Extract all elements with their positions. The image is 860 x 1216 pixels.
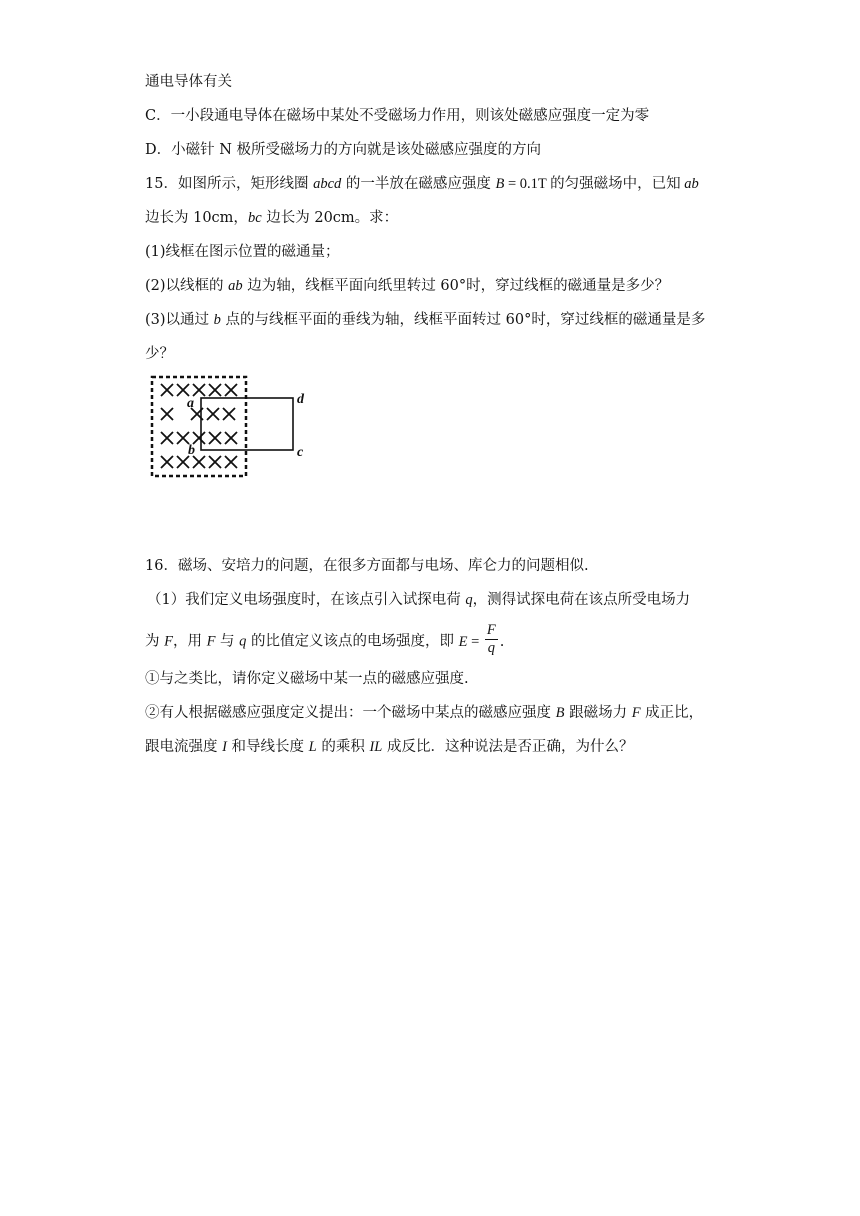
field-crosses <box>161 384 237 468</box>
line-continuation: 通电导体有关 <box>145 74 232 90</box>
field-cross <box>209 384 221 396</box>
option-c: C．一小段通电导体在磁场中某处不受磁场力作用，则该处磁感应强度一定为零 <box>145 108 650 124</box>
label-b: b <box>188 443 195 458</box>
question-16-intro: 16．磁场、安培力的问题，在很多方面都与电场、库仑力的问题相似. <box>145 558 589 574</box>
question-15-part-3: (3)以通过 b 点的与线框平面的垂线为轴，线框平面转过 60°时，穿过线框的磁通量是多 <box>145 312 706 328</box>
question-16-part-1: （1）我们定义电场强度时，在该点引入试探电荷 q，测得试探电荷在该点所受电场力 <box>147 592 691 608</box>
field-cross <box>161 384 173 396</box>
field-cross <box>161 432 173 444</box>
field-cross <box>209 432 221 444</box>
field-cross <box>225 384 237 396</box>
label-d: d <box>297 392 304 407</box>
field-cross <box>225 432 237 444</box>
question-16-part-1-cont: 为 F，用 F 与 q 的比值定义该点的电场强度，即 E = $\frac{F}{q}$ . <box>145 622 505 656</box>
field-cross <box>161 456 173 468</box>
field-cross <box>177 384 189 396</box>
question-15-part-1: (1)线框在图示位置的磁通量； <box>145 244 340 260</box>
field-cross <box>225 456 237 468</box>
question-16-sub-2: ②有人根据磁感应强度定义提出：一个磁场中某点的磁感应强度 B 跟磁场力 F 成正比， <box>145 705 704 721</box>
question-15-stem: 15．如图所示，矩形线圈 abcd 的一半放在磁感应强度 B = 0.1T 的匀强磁场中，已知 ab <box>145 176 699 192</box>
electric-field-formula: E = $\frac{F}{q}$ . <box>458 622 505 656</box>
magnetic-field-figure <box>145 370 315 480</box>
field-cross <box>209 456 221 468</box>
fraction: $\frac{F}{q}$ <box>486 622 496 656</box>
option-d: D．小磁针 N 极所受磁场力的方向就是该处磁感应强度的方向 <box>145 142 542 158</box>
question-16-sub-1: ①与之类比，请你定义磁场中某一点的磁感应强度. <box>145 671 469 687</box>
field-cross <box>161 408 173 420</box>
question-15-part-3-cont: 少？ <box>145 346 174 362</box>
label-a: a <box>187 396 194 411</box>
question-15-part-2: (2)以线框的 ab 边为轴，线框平面向纸里转过 60°时，穿过线框的磁通量是多少？ <box>145 278 670 294</box>
field-cross <box>193 384 205 396</box>
label-c: c <box>297 445 304 460</box>
field-cross <box>223 408 235 420</box>
question-16-sub-2-cont: 跟电流强度 I 和导线长度 L 的乘积 IL 成反比．这种说法是否正确，为什么？ <box>145 739 634 755</box>
field-cross <box>207 408 219 420</box>
question-15-stem-2: 边长为 10cm，bc 边长为 20cm。求： <box>145 210 399 226</box>
